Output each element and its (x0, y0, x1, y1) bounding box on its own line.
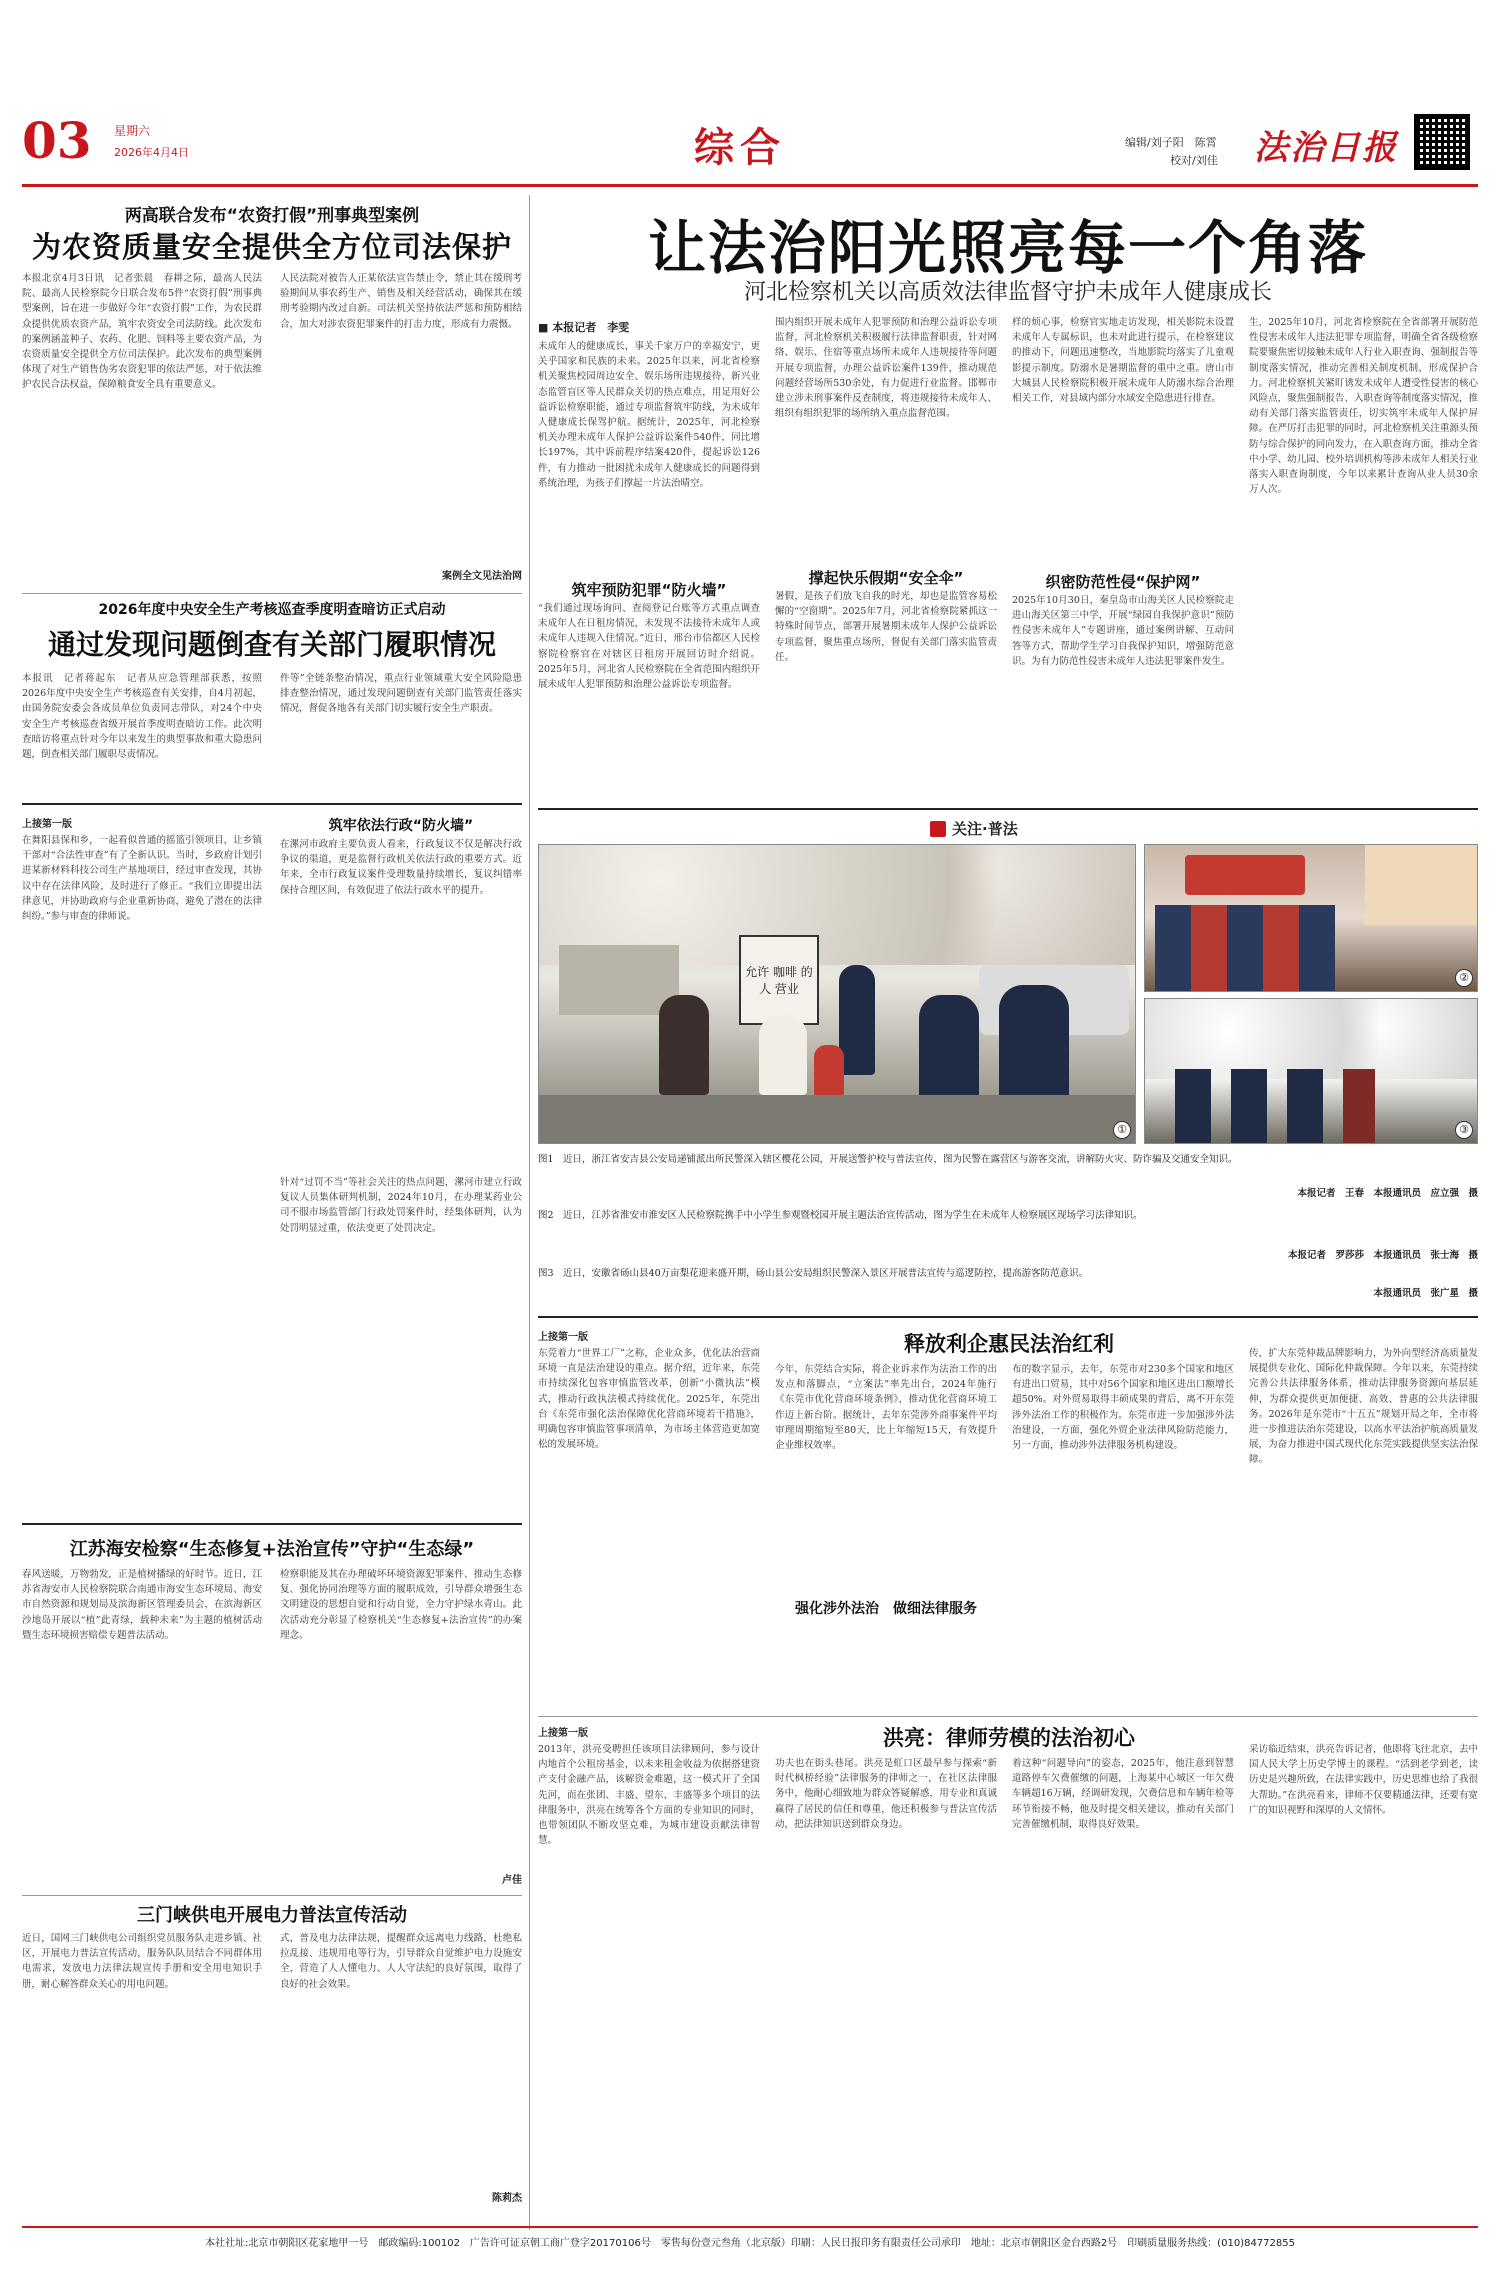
caption-3: 图3 近日，安徽省砀山县40万亩梨花迎来盛开期，砀山县公安局组织民警深入景区开展普法宣传与巡逻防控，提高游客防范意识。 (538, 1268, 1089, 1279)
article-b-subhead: 筑牢依法行政“防火墙” (328, 818, 474, 834)
article-a1-kicker: 两高联合发布“农资打假”刑事典型案例 (124, 206, 420, 226)
masthead-rule (22, 184, 1478, 187)
photo-3-number: ③ (1455, 1121, 1473, 1139)
lead-byline: ■ 本报记者 李雯 (538, 321, 630, 334)
article-d1-intro: 上接第一版 (538, 1332, 588, 1343)
column-rule (529, 195, 530, 2230)
article-d1-text-c: 布的数字显示，去年，东莞市对230多个国家和地区有进出口贸易，其中对56个国家和地区进出口额增长超50%。对外贸易取得丰硕成果的背后，离不开东莞涉外法治工作的积极作为。东莞市进一步加强涉外法治建设，一方面，强化外贸企业法律风险防范能力，另一方面，推动涉外法律服务机构建设。 (1012, 1364, 1234, 1452)
article-d1-text-b: 今年，东莞结合实际，将企业诉求作为法治工作的出发点和落脚点，“立案法”率先出台，2024年施行《东莞市优化营商环境条例》，推动优化营商环境工作迈上新台阶。据统计，去年东莞涉外商事案件平均审理周期缩短至80天，比上年缩短15天，有效提升企业维权效率。 (775, 1364, 997, 1452)
article-a2-title: 通过发现问题倒查有关部门履职情况 (47, 628, 496, 661)
footer-rule (22, 2226, 1478, 2228)
article-a2-text-b: 件等”全链条整治情况，重点行业领域重大安全风险隐患排查整治情况，通过发现问题倒查有关部门监管责任落实情况，督促各地各有关部门切实履行安全生产职责。 (280, 673, 522, 715)
photo-2 (1144, 844, 1478, 992)
exhibit-banner (1185, 855, 1305, 895)
credit-3: 本报通讯员 张广星 摄 (1373, 1288, 1478, 1299)
lead-col2-b: 暑假，是孩子们放飞自我的时光，却也是监管容易松懈的“空窗期”。2025年7月，河北省检察院紧抓这一特殊时间节点，部署开展暑期未成年人保护公益诉讼专项监督，聚焦重点场所，督促有关部门落实监管责任。 (775, 591, 997, 663)
article-c1-text: 春风送暖，万物勃发，正是植树播绿的好时节。近日，江苏省海安市人民检察院联合南通市海安生态环境局、海安市自然资源和规划局及滨海新区管理委员会，在滨海新区沙地岛开展以“植”此青绿，载种未来”为主题的植树活动暨生态环境损害赔偿专题普法活动。 (22, 1569, 262, 1641)
officers (1175, 1069, 1375, 1144)
police-3 (999, 985, 1069, 1105)
article-d1-text: 东莞着力“世界工厂”之称，企业众多，优化法治营商环境一直是法治建设的重点。据介绍，近年来，东莞市持续深化包容审慎监管改革，创新“小微执法”模式，推动行政执法模式持续优化。2025年，东莞出台《东莞市强化法治保障优化营商环境若干措施》，明确包容审慎监管事项清单，为市场主体营造更加宽松的发展环境。 (538, 1348, 760, 1451)
feature-label-text: 关注·普法 (952, 820, 1018, 838)
article-a1-text: 本报北京4月3日讯 记者张晨 春耕之际，最高人民法院、最高人民检察院今日联合发布5件“农资打假”刑事典型案例，旨在进一步做好今年“农资打假”工作，为农民群众提供优质农资产品，筑牢农资安全司法防线。此次发布的案例涵盖种子、农药、化肥、饲料等主要农资产品，为农资质量安全提供全方位司法保护。此次发布的典型案例体现了对生产销售伪劣农资犯罪的依法严惩，对于依法维护农民合法权益，保障粮食安全具有重要意义。 (22, 273, 262, 391)
lead-col3: 样的烦心事，检察官实地走访发现，相关影院未设置未成年人专属标识，也未对此进行提示，在检察建议的推动下，问题迅速整改，当地影院均落实了儿童观影提示制度。防溺水是暑期监督的重中之重。唐山市大城县人民检察院积极开展未成年人防溺水综合治理相关工作，对县域内部分水域安全隐患进行排查。 (1012, 317, 1234, 405)
article-a1-title: 为农资质量安全提供全方位司法保护 (31, 230, 512, 264)
caption-2: 图2 近日，江苏省淮安市淮安区人民检察院携手中小学生参观暨校园开展主题法治宣传活动，图为学生在未成年人检察展区现场学习法律知识。 (538, 1210, 1143, 1221)
article-c2-author: 陈莉杰 (492, 2193, 522, 2204)
article-c2-title: 三门峡供电开展电力普法宣传活动 (137, 1905, 407, 1926)
credit-2: 本报记者 罗莎莎 本报通讯员 张士海 摄 (1287, 1250, 1478, 1261)
lead-col1: 未成年人的健康成长，事关千家万户的幸福安宁，更关乎国家和民族的未来。2025年以来，河北省检察机关聚焦校园周边安全、娱乐场所违规接待、新兴业态监管盲区等人民群众关切的热点难点，用足用好公益诉讼检察职能，通过专项监督筑牢防线，为未成年人健康成长保驾护航。据统计，2025年，河北检察机关办理未成年人保护公益诉讼案件540件，同比增长197%，其中诉前程序结案420件，提起诉讼126件，有力推动一批困扰未成年人健康成长的问题得到系统治理，为孩子们撑起一片法治晴空。 (538, 341, 760, 489)
article-c1-text-b: 检察职能及其在办理破坏环境资源犯罪案件、推动生态修复、强化协同治理等方面的履职成效，引导群众增强生态文明建设的思想自觉和行动自觉，全力守护绿水青山。此次活动充分彰显了检察机关“生态修复+法治宣传”的办案理念。 (280, 1569, 522, 1641)
photo-1 (538, 844, 1136, 1144)
article-d2-title: 洪亮：律师劳模的法治初心 (883, 1726, 1135, 1750)
proofreader: 校对/刘佳 (1170, 154, 1218, 167)
paper-logo: 法治日报 (1254, 128, 1398, 168)
page-number: 03 (22, 111, 92, 170)
section-name: 综合 (694, 125, 786, 171)
article-d1-subhead: 强化涉外法治 做细法律服务 (795, 1601, 977, 1617)
gravel (539, 1095, 1136, 1144)
feature-label (930, 818, 1018, 839)
article-a1-text-b: 人民法院对被告人正某依法宣告禁止令，禁止其在缓刑考验期间从事农药生产、销售及相关经营活动，确保其在缓刑考验期内改过自新。司法机关坚持依法严惩和预防相结合，加大对涉农资犯罪案件的打击力度，形成有力震慑。 (280, 273, 522, 330)
editors: 编辑/刘子阳 陈霄 (1125, 136, 1217, 149)
article-c2-text-b: 式，普及电力法律法规，提醒群众远离电力线路，杜绝私拉乱接、违规用电等行为，引导群众自觉维护电力设施安全，营造了人人懂电力、人人守法纪的良好氛围，取得了良好的社会效果。 (280, 1933, 522, 1990)
photo-1-number: ① (1113, 1121, 1131, 1139)
divider (22, 593, 522, 594)
credit-1: 本报记者 王春 本报通讯员 应立强 摄 (1297, 1188, 1478, 1199)
article-b-text-d: 针对“过罚不当”等社会关注的热点问题，漯河市建立行政复议人员集体研判机制，2024年10月，在办理某药业公司不服市场监管部门行政处罚案件时，经集体研判，认为处罚明显过重，依法变更了处罚决定。 (280, 1177, 522, 1234)
lead-col2: 围内组织开展未成年人犯罪预防和治理公益诉讼专项监督，河北检察机关积极履行法律监督职责，针对网络、娱乐、住宿等重点场所未成年人违规接待等问题开展专项监督，办理公益诉讼案件139件，推动规范问题经营场所530余处，有力促进行业监督。邯郸市建立涉未刑事案件反查制度，将违规接待未成年人、组织有组织犯罪的场所纳入重点监督范围。 (775, 317, 997, 420)
sign-board-text: 允许 咖啡 的人 营业 (745, 965, 813, 996)
lead-col1-b: “我们通过现场询问、查阅登记台账等方式重点调查未成年人在日租房情况，未发现不法接待未成年人或未成年人违规入住情况。”近日，邢台市信都区人民检察院检察官在对辖区日租房开展回访时介绍说。2025年5月，河北省人民检察院在全省范围内组织开展未成年人犯罪预防和治理公益诉讼专项监督。 (538, 603, 760, 691)
left-column (22, 195, 522, 2235)
footer-text: 本社社址:北京市朝阳区花家地甲一号 邮政编码:100102 广告许可证京朝工商广登字20170106号 零售每份壹元叁角（北京版）印刷：人民日报印务有限责任公司承印 地址：北京市朝阳区金台西路2号 印刷质量服务热线：(010)84772855 (205, 2238, 1295, 2249)
lead-subtitle: 河北检察机关以高质效法律监督守护未成年人健康成长 (743, 280, 1272, 305)
pear-blossoms (1145, 999, 1478, 1079)
photo-2-number: ② (1455, 969, 1473, 987)
article-b-text-c: 在漯河市政府主要负责人看来，行政复议不仅是解决行政争议的渠道，更是监督行政机关依法行政的重要方式。近年来，全市行政复议案件受理数量持续增长，复议纠错率保持合理区间，有效促进了依法行政水平的提升。 (280, 839, 522, 896)
divider (538, 808, 1478, 810)
weekday: 星期六 (114, 124, 151, 138)
exhibit-board (1365, 845, 1478, 925)
photo-3 (1144, 998, 1478, 1144)
article-d1-title: 释放利企惠民法治红利 (904, 1332, 1114, 1356)
divider (538, 1316, 1478, 1318)
divider (22, 1523, 522, 1525)
lead-col3-b: 2025年10月30日，秦皇岛市山海关区人民检察院走进山海关区第三中学，开展“绿园自我保护意识”预防性侵害未成年人”专题讲座，通过案例讲解、互动问答等方式，帮助学生学习自我保护知识，增强防范意识。为有力防范性侵害未成年人违法犯罪案件发生。 (1012, 595, 1234, 667)
article-c1-title: 江苏海安检察“生态修复+法治宣传”守护“生态绿” (69, 1539, 475, 1560)
qr-code (1414, 114, 1470, 170)
police-1 (839, 965, 875, 1075)
caption-1: 图1 近日，浙江省安吉县公安局递铺派出所民警深入辖区樱花公园，开展送警护校与普法宣传，图为民警在露营区与游客交流，讲解防火灾、防诈骗及交通安全知识。 (538, 1154, 1238, 1165)
article-d2-intro: 上接第一版 (538, 1728, 588, 1739)
lead-col3-subhead: 织密防范性侵“保护网” (1045, 573, 1201, 591)
bottom-articles (538, 1320, 1478, 2230)
visitor-1 (659, 995, 709, 1095)
issue-date: 2026年4月4日 (114, 146, 189, 159)
divider (538, 1716, 1478, 1717)
article-a2-kicker: 2026年度中央安全生产考核巡查季度明查暗访正式启动 (98, 602, 446, 618)
students (1155, 905, 1335, 992)
article-d1-text-d: 传，扩大东莞仲裁品牌影响力，为外向型经济高质量发展提供专业化、国际化仲裁保障。今年以来，东莞持续完善公共法律服务体系，推动法律服务资源向基层延伸，为群众提供更加便捷、高效、普惠的公共法律服务。2026年是东莞市“十五五”规划开局之年，全市将进一步推进法治东莞建设，以高水平法治护航高质量发展，为奋力推进中国式现代化东莞实践提供坚实法治保障。 (1249, 1348, 1478, 1466)
child (814, 1045, 844, 1097)
lead-col4: 生，2025年10月，河北省检察院在全省部署开展防范性侵害未成年人违法犯罪专项监督，明确全省各级检察院要聚焦密切接触未成年人行业入职查询、强制报告等制度落实情况，推动完善相关制度机制，形成保护合力。河北检察机关紧盯诱发未成年人遭受性侵害的核心风险点，聚焦强制报告、入职查询等制度落实情况，推动有关部门落实监管责任，切实筑牢未成年人保护屏障。在严厉打击犯罪的同时，河北检察机关注重源头预防与综合保护的同向发力，在入职查询方面，推动全省中小学、幼儿园、校外培训机构等涉未成年人相关行业落实入职查询制度，今年以来累计查询从业人员30余万人次。 (1249, 317, 1478, 496)
masthead (22, 112, 1478, 178)
article-d2-text-d: 采访临近结束，洪亮告诉记者，他即将飞往北京，去中国人民大学上历史学博士的课程。“活到老学到老，读历史是兴趣所致，在法律实践中，历史思维也给了我很大帮助。”在洪亮看来，律师不仅要精通法律，还要有宽广的知识视野和深厚的人文情怀。 (1249, 1744, 1478, 1816)
lead-col2-subhead: 撑起快乐假期“安全伞” (808, 569, 964, 587)
divider (22, 803, 522, 805)
divider (22, 1895, 522, 1896)
feature-flag-icon (930, 821, 946, 837)
photo-feature (538, 812, 1478, 1310)
article-a1-endnote: 案例全文见法治网 (442, 571, 522, 582)
lead-col1-subhead: 筑牢预防犯罪“防火墙” (571, 581, 727, 599)
sign-board (739, 935, 819, 1025)
lead-title: 让法治阳光照亮每一个角落 (647, 214, 1368, 282)
article-d2-text-c: 着这种“问题导向”的姿态，2025年，他注意到智慧道路停车欠费催缴的问题，上海某中心城区一年欠费车辆超16万辆，经调研发现，欠费信息和车辆年检等环节衔接不畅，他及时提交相关建议，推动有关部门完善催缴机制，取得良好效果。 (1012, 1758, 1234, 1830)
article-d2-text: 2013年，洪亮受聘担任该项目法律顾问，参与设计内地首个公租房基金，以未来租金收益为依据搭建资产支付金融产品，该解资金难题，这一模式开了全国先河，而在张团、丰盛、望东、丰盛等多个项目的法律服务中，洪亮在统筹各个方面的专业知识的同时，也带领团队不断攻坚克难，为城市建设贡献法律智慧。 (538, 1744, 760, 1847)
police-2 (919, 995, 979, 1105)
article-c1-author: 卢佳 (502, 1875, 522, 1886)
visitor-2 (759, 1015, 807, 1095)
article-a2-text: 本报讯 记者蒋起东 记者从应急管理部获悉，按照2026年度中央安全生产考核巡查有关安排，自4月初起，由国务院安委会各成员单位负责同志带队，对24个中央安全生产考核巡查省级开展首季度明查暗访工作。此次明查暗访将重点针对今年以来发生的典型事故和重大隐患问题，倒查相关部门履职尽责情况。 (22, 673, 262, 761)
article-c2-text: 近日，国网三门峡供电公司组织党员服务队走进乡镇、社区，开展电力普法宣传活动，服务队队员结合不同群体用电需求，发放电力法律法规宣传手册和安全用电知识手册，耐心解答群众关心的用电问题。 (22, 1933, 262, 1990)
article-b-intro: 上接第一版 (22, 819, 72, 830)
article-b-text: 在舞阳县保和乡，一起看似普通的摇篮引领项目，让乡镇干部对“合法性审查”有了全新认识。当时，乡政府计划引进某新材料科技公司生产基地项目，经过审查发现，其协议中存在法律风险，及时进行了修正。“我们立即提出法律意见，并协助政府与企业重新协商，避免了潜在的法律纠纷。”参与审查的律师说。 (22, 835, 262, 923)
article-d2-text-b: 功夫也在街头巷尾。洪亮是虹口区最早参与探索“新时代枫桥经验”法律服务的律师之一，在社区法律服务中，他耐心细致地为群众答疑解惑，用专业和真诚赢得了居民的信任和尊重，他还积极参与普法宣传活动，把法律知识送到群众身边。 (775, 1758, 997, 1830)
